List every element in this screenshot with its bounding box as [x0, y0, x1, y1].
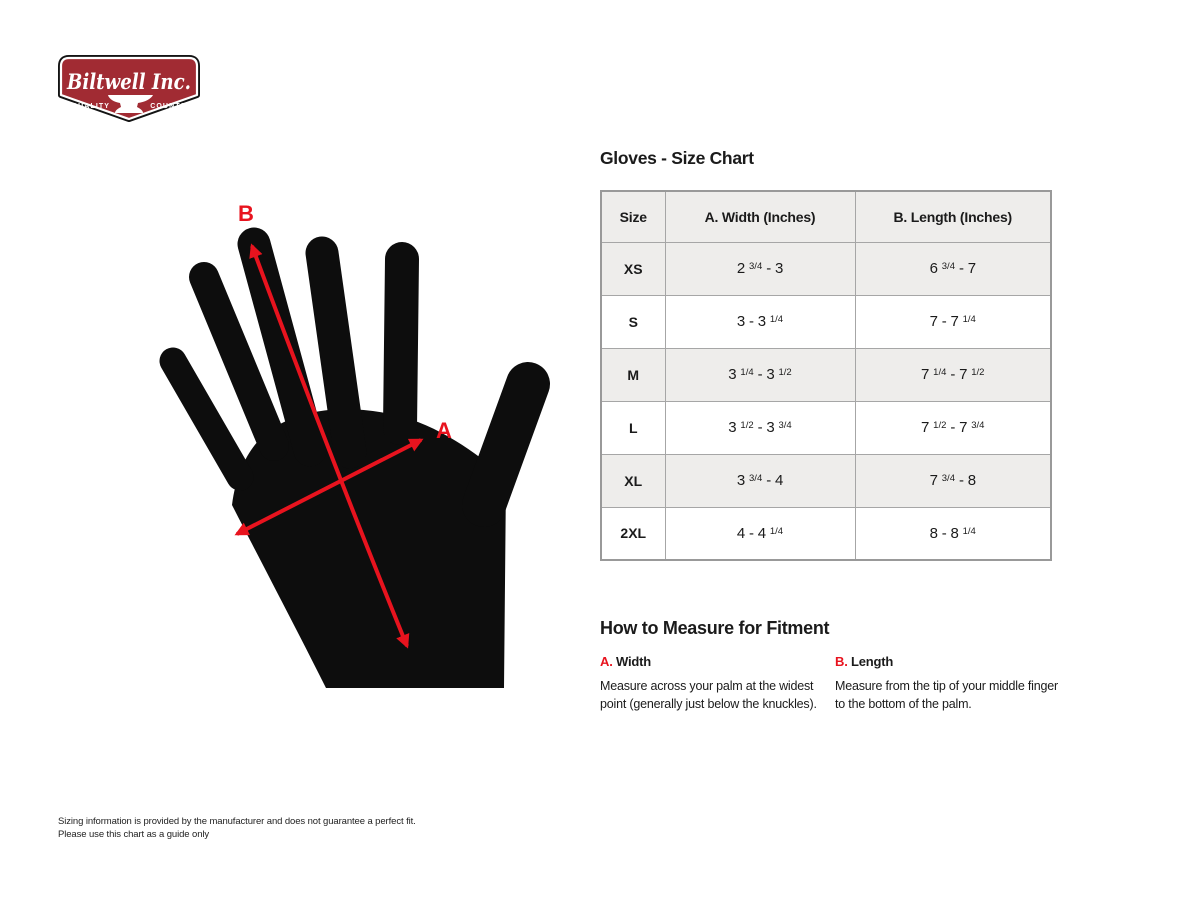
width-cell: 4 - 4 $^{1/4}$ — [665, 507, 855, 560]
brand-logo-badge — [58, 55, 200, 122]
footer-line-1: Sizing information is provided by the manufacturer and does not guarantee a perfect fit. — [58, 816, 416, 827]
table-row — [601, 454, 1051, 507]
header-row — [601, 191, 1051, 242]
size-cell: XS — [601, 242, 665, 295]
column-header: B. Length (Inches) — [855, 191, 1051, 242]
table-row — [601, 295, 1051, 348]
howto-label-width: Width — [616, 654, 652, 669]
length-cell: 6 $^{3/4}$ - 7 — [855, 242, 1051, 295]
footer-note — [58, 816, 416, 841]
table-row — [601, 401, 1051, 454]
howto-key-b: B. — [835, 654, 848, 669]
width-cell: 3 $^{1/2}$ - 3 $^{3/4}$ — [665, 401, 855, 454]
howto-key-a: A. — [600, 654, 613, 669]
size-cell: L — [601, 401, 665, 454]
width-cell: 2 $^{3/4}$ - 3 — [665, 242, 855, 295]
size-chart-title: Gloves - Size Chart — [600, 148, 754, 168]
table-row — [601, 348, 1051, 401]
length-cell: 7 $^{3/4}$ - 8 — [855, 454, 1051, 507]
index-knuckle-lobe — [400, 259, 402, 428]
table-row — [601, 242, 1051, 295]
length-cell: 8 - 8 $^{1/4}$ — [855, 507, 1051, 560]
hand-silhouette — [173, 244, 528, 688]
howto-heading-width — [600, 653, 835, 671]
howto-text-width: Measure across your palm at the widest point (generally just below the knuckles). — [600, 679, 817, 711]
howto-heading-length — [835, 653, 1070, 671]
brand-name: Biltwell Inc. — [66, 69, 191, 94]
howto-item-width — [600, 653, 835, 713]
size-cell: S — [601, 295, 665, 348]
howto-label-length: Length — [851, 654, 894, 669]
size-cell: XL — [601, 454, 665, 507]
size-chart-header — [601, 191, 1051, 242]
width-cell: 3 $^{1/4}$ - 3 $^{1/2}$ — [665, 348, 855, 401]
table-row — [601, 507, 1051, 560]
length-cell: 7 $^{1/2}$ - 7 $^{3/4}$ — [855, 401, 1051, 454]
size-chart-body — [601, 242, 1051, 560]
width-cell: 3 - 3 $^{1/4}$ — [665, 295, 855, 348]
footer-line-2: Please use this chart as a guide only — [58, 828, 210, 840]
thumb — [484, 384, 528, 505]
column-header: A. Width (Inches) — [665, 191, 855, 242]
howto-text-length: Measure from the tip of your middle finger to the bottom of the palm. — [835, 679, 1058, 711]
width-cell: 3 $^{3/4}$ - 4 — [665, 454, 855, 507]
column-header: Size — [601, 191, 665, 242]
label-b: B — [238, 201, 254, 226]
brand-tagline-right: COUNTS” — [150, 103, 191, 110]
size-cell: M — [601, 348, 665, 401]
howto-title: How to Measure for Fitment — [600, 618, 830, 638]
length-cell: 7 $^{1/4}$ - 7 $^{1/2}$ — [855, 348, 1051, 401]
brand-tagline-left: “QUALITY — [67, 103, 111, 110]
hand-measurement-diagram — [140, 190, 580, 700]
size-chart-table — [600, 190, 1052, 561]
label-a: A — [436, 418, 452, 443]
howto-item-length — [835, 653, 1070, 713]
length-cell: 7 - 7 $^{1/4}$ — [855, 295, 1051, 348]
size-cell: 2XL — [601, 507, 665, 560]
